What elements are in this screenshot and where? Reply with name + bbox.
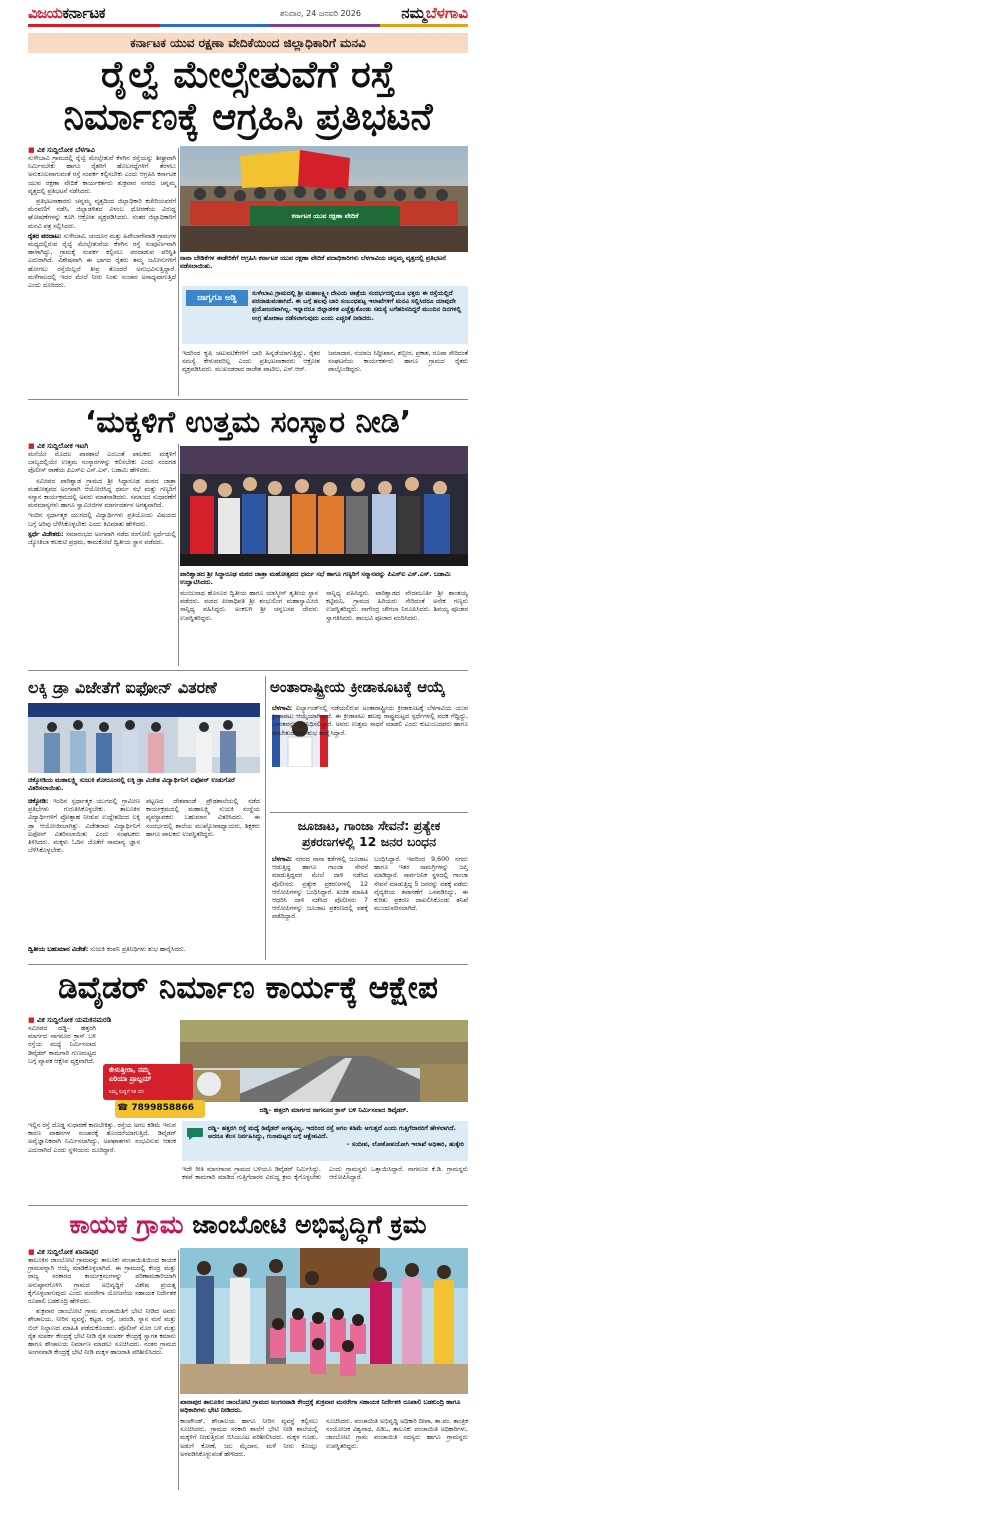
story7-body-a: ತಾಲೂಕಿನ ಜಾಂಬೋಟಿ ಗ್ರಾಮವನ್ನು ತಾಲೂಕು ಪಂಚಾಯಿತಿಯಿಂದ ಕಾಯಕ ಗ್ರಾಮವನ್ನಾಗಿ ಆಯ್ಕೆ ಮಾಡಿಕೊಳ್ಳಲಾಗಿದೆ. ಈ ಗ್ರಾಮದಲ್ಲಿ ಕೇಂದ್ರ ಮತ್ತು ರಾಜ್ಯ ಸರಕಾರದ ಕಾರ್ಯಕ್ರಮಗಳನ್ನು ಪರಿಣಾಮಕಾರಿಯಾಗಿ ಅನುಷ್ಠಾನಗೊಳಿಸಿ ಗ್ರಾಮದ ಅಭಿವೃದ್ಧಿಗೆ ವಿಶೇಷ ಪ್ರಯತ್ನ ಕೈಗೊಳ್ಳಲಾಗುವುದು ಎಂದು ಮನರೇಗಾ ಯೋಜನೆಯ ಸಹಾಯಕ ನಿರ್ದೇಶಕ ರೂಪಾಲಿ ಬಡಕುಂದ್ರಿ ಹೇಳಿದರು. (28, 1257, 176, 1306)
story6-photo (180, 1020, 468, 1102)
story6-headline: ಡಿವೈಡರ್ ನಿರ್ಮಾಣ ಕಾರ್ಯಕ್ಕೆ ಆಕ್ಷೇಪ (58, 970, 438, 1006)
story6-caption: ದಡ್ಡಿ– ಹತ್ತರಗಿ ಮಾರ್ಗದ ನಾಗನೂರ ಕ್ರಾಸ್ ಬಳಿ ನಿರ್ಮಿಸಲಾದ ಡಿವೈಡರ್. (259, 1106, 409, 1114)
section-divider (28, 399, 468, 400)
story1-headline-line2: ನಿರ್ಮಾಣಕ್ಕೆ ಆಗ್ರಹಿಸಿ ಪ್ರತಿಭಟನೆ (63, 95, 433, 138)
story7-body-c: ಕಾಂಪೌಂಡ್, ಶೌಚಾಲಯ ಹಾಗೂ ನೀರಿನ ವ್ಯವಸ್ಥೆ ಕಲ್ಪಿಸಲು ಸೂಚಿಸಿದರು. ಗ್ರಾಮದ ಸರಕಾರಿ ಶಾಲೆಗೆ ಭೇಟಿ ನೀಡಿ ಶಾಲೆಯಲ್ಲಿ ಮಕ್ಕಳಿಗೆ ನೀಡುತ್ತಿರುವ ಬಿಸಿಯೂಟ ಪರಿಶೀಲಿಸಿದರು. ಮಕ್ಕಳ ಗೂಡು, ಅಡುಗೆ ಕೋಣೆ, ಜಲ ಮೈದಾನ, ಮಳೆ ನೀರು ಕೊಯ್ಲು ಅಳವಡಿಸಿಕೊಳ್ಳುವಂತೆ ಹೇಳಿದರು. (180, 1418, 318, 1458)
story5-body-b: ಬಂಧಿಸಿದ್ದಾರೆ. ಇವರಿಂದ 9,600 ನಗದು ಹಾಗೂ ಇತರ ಸಾಮಗ್ರಿಗಳನ್ನು ಜಪ್ತಿ ಮಾಡಿದ್ದಾರೆ. ಸಾರ್ವಜನಿಕ ಸ್ಥಳದಲ್ಲಿ ಗಾಂಜಾ ಸೇವನೆ ಮಾಡುತ್ತಿದ್ದ 5 ಜನರನ್ನು ವಶಕ್ಕೆ ಪಡೆದು ವೈದ್ಯಕೀಯ ತಪಾಸಣೆಗೆ ಒಳಪಡಿಸಿದ್ದು, ಈ ಕುರಿತು ಪ್ರಕರಣ ದಾಖಲಿಸಿಕೊಂಡು ತನಿಖೆ ಮುಂದುವರಿಸಲಾಗಿದೆ. (374, 856, 468, 913)
section-divider (28, 964, 468, 965)
story1-subhead: ರೈತರ ಪರದಾಟ: (28, 232, 62, 240)
story1-kicker: ಕರ್ನಾಟಕ ಯುವ ರಕ್ಷಣಾ ವೇದಿಕೆಯಿಂದ ಜಿಲ್ಲಾಧಿಕಾರಿಗೆ ಮನವಿ (28, 33, 468, 53)
ad-phone (117, 1103, 205, 1113)
story4-body (272, 705, 468, 738)
story7-headline-rest: ಜಾಂಬೋಟಿ ಅಭಿವೃದ್ಧಿಗೆ ಕ್ರಮ (192, 1210, 427, 1239)
story4-body-text: ಐರ್ಲ್ಯಾಂಡ್‌ನಲ್ಲಿ ನಡೆಯಲಿರುವ ಅಂತಾರಾಷ್ಟ್ರೀಯ ಕ್ರೀಡಾಕೂಟಕ್ಕೆ ಬೆಳಗಾವಿಯ ಯುವ ಕ್ರೀಡಾಪಟು ಆಯ್ಕೆಯಾಗಿದ್ದಾರೆ. ಈ ಕ್ರೀಡಾಪಟು ಹಲವು ರಾಷ್ಟ್ರಮಟ್ಟದ ಸ್ಪರ್ಧೆಗಳಲ್ಲಿ ಪದಕ ಗೆದ್ದಿದ್ದು, ಭಾರತವನ್ನು ಪ್ರತಿನಿಧಿಸಲಿದ್ದಾರೆ. ಅವರು ಉತ್ತಮ ಸಾಧನೆ ಮಾಡಲಿ ಎಂದು ಕುಟುಂಬದವರು ಹಾಗೂ ತರಬೇತುದಾರರು ಶುಭ ಹಾರೈಸಿದ್ದಾರೆ. (272, 705, 468, 737)
ad-line-1: ಕೇಳುತ್ತೀರಾ, ನಮ್ಮ (109, 1066, 150, 1074)
story2-caption: ಪಾರಿಶ್ವಾಡದ ಶ್ರೀ ಸಿದ್ಧಾರೂಢ ಮಠದ ಜಾತ್ರಾ ಮಹೋತ್ಸವದ ಧರ್ಮ ಸಭೆ ಹಾಗೂ ಗಣ್ಯರಿಗೆ ಸನ್ಮಾನವನ್ನು ಪಿಎಸ್ಐ ಎಸ್.ಎಸ್. ಬಡಾಮಿ ಉದ್ಘಾಟಿಸಿದರು. (180, 570, 451, 586)
story3-body-c-text: ಸುಜುಕಿ ಕಂಪನಿ ಪ್ರತಿನಿಧಿಗಳು ಶುಭ ಹಾರೈಸಿದರು. (90, 946, 186, 953)
story5-headline-line1: ಜೂಜಾಟ, ಗಾಂಜಾ ಸೇವನೆ: ಪ್ರತ್ಯೇಕ (297, 818, 441, 833)
story3-headline: ಲಕ್ಕಿ ಡ್ರಾ ವಿಜೇತೆಗೆ ಐಫೋನ್ ವಿತರಣೆ (28, 678, 217, 697)
ad-headline (109, 1066, 193, 1084)
story4-headline: ಅಂತಾರಾಷ್ಟ್ರೀಯ ಕ್ರೀಡಾಕೂಟಕ್ಕೆ ಆಯ್ಕೆ (270, 678, 446, 696)
story1-byline: ■ ವಿಕ ಸುದ್ದಿಲೋಕ ಬೆಳಗಾವಿ (28, 146, 176, 155)
story1-body-e: ಜಮಾದಾರ, ನಯಾಜ ಸಿದ್ದೀಖಾನ, ಶಬ್ಬೀರ, ಪ್ರಕಾಶ, ರೂಪಾ ಸೇರಿದಂತೆ ಸಂಘಟನೆಯ ಕಾರ್ಯಕರ್ತರು ಹಾಗೂ ಗ್ರಾಮದ ರೈತರು ಪಾಲ್ಗೊಂಡಿದ್ದರು. (328, 350, 468, 374)
story2-body-a: ಮನೆಯೇ ಮೊದಲ ಪಾಠಶಾಲೆ ಎಂಬಂತೆ ಪಾಲಕರು ಮಕ್ಕಳಿಗೆ ಬಾಲ್ಯದಲ್ಲಿಯೇ ಉತ್ತಮ ಸಂಸ್ಕಾರಗಳನ್ನು ಕಲಿಸಬೇಕು ಎಂದು ನಂದಗಡ ಪೊಲೀಸ್ ಠಾಣೆಯ ಪಿಎಸ್ಐ ಎಸ್.ಎಸ್. ಬಡಾಮಿ ಹೇಳಿದರು. (28, 451, 176, 475)
story2-headline: ‘ಮಕ್ಕಳಿಗೆ ಉತ್ತಮ ಸಂಸ್ಕಾರ ನೀಡಿ’ (84, 405, 412, 440)
masthead (28, 4, 468, 26)
story2-body-d (28, 531, 176, 547)
story3-body-a (28, 798, 140, 855)
story1-body-c (28, 233, 176, 290)
column-divider (265, 676, 266, 960)
section-divider (28, 670, 468, 671)
column-divider (178, 444, 179, 666)
quote-author: – ಸಂದೀಪ, ಲೋಕೋಪಯೋಗಿ ಇಲಾಖೆ ಅಧಿಕಾರಿ, ಹುಕ್ಕೇರಿ (346, 1141, 464, 1149)
story6-quote (182, 1121, 468, 1161)
story3-body-b: ಪಟ್ಟಣದ ದೇಶಪಾಂಡೆ ಪ್ರೌಢಶಾಲೆಯಲ್ಲಿ ನಡೆದ ಕಾರ್ಯಕ್ರಮದಲ್ಲಿ ಮಹಾಲಕ್ಷ್ಮಿ ಸುಜುಕಿ ಸಂಸ್ಥೆಯ ವ್ಯವಸ್ಥಾಪಕರು ಬಹುಮಾನ ವಿತರಿಸಿದರು. ಈ ಸಂದರ್ಭದಲ್ಲಿ ಶಾಲೆಯ ಮುಖ್ಯೋಪಾಧ್ಯಾಯರು, ಶಿಕ್ಷಕರು ಹಾಗೂ ಪಾಲಕರು ಉಪಸ್ಥಿತರಿದ್ದರು. (146, 798, 260, 838)
phone-icon: ☎ (117, 1103, 132, 1113)
story1-infobox (182, 286, 468, 344)
story3-body-c (28, 946, 260, 954)
story3-photo (28, 703, 260, 773)
story1-body-a: ಸುಳೇಬಾವಿ ಗ್ರಾಮದಲ್ಲಿ ರೈಲ್ವೆ ಮೇಲ್ಸೇತುವೆ ಕೆಳಗಿನ ರಸ್ತೆಯನ್ನು ಶೀಘ್ರವಾಗಿ ನಿರ್ಮಿಸಬೇಕು ಹಾಗೂ ರೈತರಿಗೆ ಹೊಲಗದ್ದೆಗಳಿಗೆ ತೆರಳಲು ಅನುಕೂಲವಾಗುವಂತೆ ರಸ್ತೆ ಸಂಪರ್ಕ ಕಲ್ಪಿಸಬೇಕು ಎಂದು ಆಗ್ರಹಿಸಿ ಕರ್ನಾಟಕ ಯುವ ರಕ್ಷಣಾ ವೇದಿಕೆ ಕಾರ್ಯಕರ್ತರು ಶುಕ್ರವಾರ ನಗರದ ಚನ್ನಮ್ಮ ವೃತ್ತದಲ್ಲಿ ಪ್ರತಿಭಟನೆ ನಡೆಸಿದರು. (28, 155, 176, 195)
story5-headline (270, 818, 468, 850)
story6-body-a: ಸಮೀಪದ ದಡ್ಡಿ– ಹತ್ತರಗಿ ಮಾರ್ಗದ ನಾಗನೂರ ಕ್ರಾಸ್ ಬಳಿ ರಸ್ತೆಯ ಮಧ್ಯೆ ನಿರ್ಮಿಸಲಾದ ಡಿವೈಡರ್ ಕಾಮಗಾರಿ ಗುಣಮಟ್ಟದ ಬಗ್ಗೆ ವ್ಯಾಪಕ ಆಕ್ಷೇಪ ವ್ಯಕ್ತವಾಗಿದೆ. (28, 1025, 96, 1065)
story7-column-1 (28, 1248, 176, 1357)
story7-headline-highlight: ಕಾಯಕ ಗ್ರಾಮ (69, 1210, 184, 1239)
story7-photo (180, 1248, 468, 1394)
quote-body: ದಡ್ಡಿ– ಹತ್ತರಗಿ ರಸ್ತೆ ಮಧ್ಯೆ ಡಿವೈಡರ್ ಅಗತ್ಯವಿಲ್ಲ. ಇದರಿಂದ ರಸ್ತೆ ಅಗಲ ಕಡಿಮೆ ಆಗುತ್ತದೆ ಎಂದು ಗುತ್ತಿಗೆದಾರರಿಗೆ ಹೇಳಲಾಗಿದೆ. ಆದರೂ ಕೆಲಸ ನಿರ್ವಹಿಸಿದ್ದು, ಗುಣಮಟ್ಟದ ಬಗ್ಗೆ ಆಕ್ಷೇಪವಿದೆ. (208, 1125, 456, 1141)
section-title (401, 4, 468, 22)
story5-dateline: ಬೆಳಗಾವಿ: (272, 856, 293, 863)
ad-line-2: ಏರಿಯಾ ಪ್ರಾಬ್ಲಮ್ (109, 1075, 152, 1083)
story2-body-f: ಸಾನ್ನಿಧ್ಯ ವಹಿಸಿದ್ದರು. ಪಾರಿಶ್ವಾಡದ ವೇದಮೂರ್ತಿ ಶ್ರೀ ಶಾಂತಯ್ಯ ಕಟ್ಟಿಮನಿ, ಗ್ರಾಮದ ಹಿರಿಯರು ಸೇರಿದಂತೆ ಅನೇಕ ಗಣ್ಯರು ಉಪಸ್ಥಿತರಿದ್ದರು. ನಾಗೇಂದ್ರ ಚೌಗಲಾ ನಿರೂಪಿಸಿದರು. ಶಿವಯ್ಯ ಪೂಜಾರ ಸ್ವಾಗತಿಸಿದರು. ಶಾಂಭವಿ ಪೂಜಾರ ವಂದಿಸಿದರು. (326, 590, 468, 622)
story3-body-a-text: ಇಂದಿನ ಸ್ಪರ್ಧಾತ್ಮಕ ಯುಗದಲ್ಲಿ ಗ್ರಾಮೀಣ ಪ್ರತಿಭೆಗಳು ಗುರುತಿಸಿಕೊಳ್ಳಬೇಕು. ತಾಲೂಕಿನ ವಿದ್ಯಾರ್ಥಿಗಳಿಗೆ ಪ್ರೋತ್ಸಾಹ ನೀಡುವ ಉದ್ದೇಶದಿಂದ ಲಕ್ಕಿ ಡ್ರಾ ಆಯೋಜಿಸಲಾಗಿತ್ತು. ವಿಜೇತರಾದ ವಿದ್ಯಾರ್ಥಿನಿಗೆ ಐಫೋನ್ ವಿತರಿಸಲಾಯಿತು ಎಂದು ಸಂಘಟಕರು ತಿಳಿಸಿದರು. ಮಕ್ಕಳು ಓದಿನ ಜೊತೆಗೆ ಸಾಮಾನ್ಯ ಜ್ಞಾನ ಬೆಳೆಸಿಕೊಳ್ಳಬೇಕು. (28, 798, 140, 855)
story6-body-c: ಇದೇ ರೀತಿ ಮಾನಗಾಂವ ಗ್ರಾಮದ ಬಳಿಯೂ ಡಿವೈಡರ್ ನಿರ್ಮಿಸಿದ್ದು, ಕಳಪೆ ಕಾಮಗಾರಿ ಮಾಡಿದ ಗುತ್ತಿಗೆದಾರರ ವಿರುದ್ಧ ಕ್ರಮ ಕೈಗೊಳ್ಳಬೇಕು ಎಂದು ಗ್ರಾಮಸ್ಥರು ಒತ್ತಾಯಿಸಿದ್ದಾರೆ. ನಾಗನೂರ ಕೆ.ಡಿ. ಗ್ರಾಮಸ್ಥರು ಆರೋಪಿಸಿದ್ದಾರೆ. (182, 1166, 468, 1182)
story7-body-b: ಶುಕ್ರವಾರ ಜಾಂಬೋಟಿ ಗ್ರಾಮ ಪಂಚಾಯಿತಿಗೆ ಭೇಟಿ ನೀಡಿದ ಅವರು ಶೌಚಾಲಯ, ನೀರಿನ ವ್ಯವಸ್ಥೆ, ಕಟ್ಟಡ, ರಸ್ತೆ, ಚರಂಡಿ, ಸ್ನಾನ ಮನೆ ಮತ್ತು ಬಿಲ್ ನಿಲ್ದಾಣದ ಮಾಹಿತಿ ಪಡೆದುಕೊಂಡರು. ಪೊಲೀಸ್ ಮೊರ ಬಳಿ ಮತ್ತು ರೈತ ಸಂಪರ್ಕ ಕೇಂದ್ರಕ್ಕೆ ಭೇಟಿ ನೀಡಿ ರೈತ ಸಂಪರ್ಕ ಕೇಂದ್ರಕ್ಕೆ ಸ್ವಾಗತ ಕಮಾನು ಹಾಗೂ ಶೌಚಾಲಯ ನಿರ್ಮಾಣ ಮಾಡಲು ಸೂಚಿಸಿದರು. ನಂತರ ಗ್ರಾಮದ ಅಂಗನವಾಡಿ ಕೇಂದ್ರಕ್ಕೆ ಭೇಟಿ ನೀಡಿ ಮಕ್ಕಳ ಹಾಜರಾತಿ ಪರಿಶೀಲಿಸಿದರು. (28, 1308, 176, 1357)
story6-body-b: ಇಲ್ಲಿನ ರಸ್ತೆ ದೊಡ್ಡ ಸುಧಾರಣೆ ಕಾಣಬೇಕಿತ್ತು. ರಸ್ತೆಯ ಅಗಲ ಕಡಿಮೆ ಇರುವ ಕಾರಣ ವಾಹನಗಳ ಸಂಚಾರಕ್ಕೆ ತೊಂದರೆಯಾಗುತ್ತಿದೆ. ಡಿವೈಡರ್ ಅವೈಜ್ಞಾನಿಕವಾಗಿ ನಿರ್ಮಿಸಲಾಗಿದ್ದು, ಅಪಘಾತಗಳು ಸಂಭವಿಸುವ ಆತಂಕ ಎದುರಾಗಿದೆ ಎಂದು ಸ್ಥಳೀಯರು ದೂರಿದ್ದಾರೆ. (28, 1122, 176, 1154)
reader-ad (101, 1062, 221, 1120)
story5-body-a (272, 856, 368, 922)
story3-caption: ಚಿಕ್ಕೋಡಿಯ ಮಹಾಲಕ್ಷ್ಮಿ ಸುಜುಕಿ ಶೋರೂಂನಲ್ಲಿ ಲಕ್ಕಿ ಡ್ರಾ ವಿಜೇತ ವಿದ್ಯಾರ್ಥಿನಿಗೆ ಐಫೋನ್ ಉಡುಗೊರೆ ವಿತರಿಸಲಾಯಿತು. (28, 776, 235, 792)
infobox-tag: ಜಾಗೃಗೂ ಅಡ್ಡಿ (186, 290, 248, 306)
story7-byline: ■ ವಿಕ ಸುದ್ದಿಲೋಕ ಖಾನಾಪುರ (28, 1248, 176, 1257)
quote-text (208, 1125, 464, 1150)
story1-body-b: ಪ್ರತಿಭಟನಾಕಾರರು ಚನ್ನಮ್ಮ ವೃತ್ತದಿಂದ ಜಿಲ್ಲಾಧಿಕಾರಿ ಕಚೇರಿಯವರೆಗೆ ಮೆರವಣಿಗೆ ನಡೆಸಿ, ಜಿಲ್ಲಾಡಳಿತದ ವಿಳಂಬ ಧೋರಣೆಯ ವಿರುದ್ಧ ಘೋಷಣೆಗಳನ್ನು ಕೂಗಿ ಆಕ್ರೋಶ ವ್ಯಕ್ತಪಡಿಸಿದರು. ನಂತರ ಜಿಲ್ಲಾಧಿಕಾರಿಗೆ ಮನವಿ ಪತ್ರ ಸಲ್ಲಿಸಿದರು. (28, 198, 176, 230)
story7-body-d: ಸೂಚಿಸಿದರು. ಪಂಚಾಯಿತಿ ಅಭಿವೃದ್ಧಿ ಅಧಿಕಾರಿ ದೀಪಾ, ತಾ.ಪಂ. ತಾಂತ್ರಿಕ ಸಂಯೋಜಕ ವಿಶ್ವನಾಥ, ಪಿಡಿಒ, ತಾಲೂಕು ಪಂಚಾಯಿತಿ ಅಧಿಕಾರಿಗಳು, ಜಾಂಬೋಟಿ ಗ್ರಾಮ ಪಂಚಾಯಿತಿ ಸದಸ್ಯರು ಹಾಗೂ ಗ್ರಾಮಸ್ಥರು ಉಪಸ್ಥಿತರಿದ್ದರು. (326, 1418, 468, 1450)
story3-subhead: ದ್ವಿತೀಯ ಬಹುಮಾನ ವಿಜೇತೆ: (28, 946, 89, 953)
story1-body-c-text: ಸುಳೇಬಾವಿ, ಚಂದೂರ ಮತ್ತು ಹಿರೇಬಾಗೇವಾಡಿ ಗ್ರಾಮಗಳ ಮಧ್ಯದಲ್ಲಿರುವ ರೈಲ್ವೆ ಮೇಲ್ಸೇತುವೆಯ ಕೆಳಗಿನ ರಸ್ತೆ ಸಂಪೂರ್ಣವಾಗಿ ಹಾಳಾಗಿದ್ದು, ಗ್ರಾಮಕ್ಕೆ ಸಂಪರ್ಕ ಕಲ್ಪಿಸಲು ಪರದಾಡುವ ಪರಿಸ್ಥಿತಿ ಎದುರಾಗಿದೆ. ವಿಶೇಷವಾಗಿ ಈ ಭಾಗದ ರೈತರು ತಮ್ಮ ಜಮೀನುಗಳಿಗೆ ಹೋಗಲು ರಸ್ತೆಯಿಲ್ಲದೆ ತೀವ್ರ ತೊಂದರೆ ಅನುಭವಿಸುತ್ತಿದ್ದಾರೆ. ಮಳೆಗಾಲದಲ್ಲಿ ಇದರ ಮೇಲೆ ನೀರು ನಿಂತು ಸಂಚಾರ ಅಸಾಧ್ಯವಾಗುತ್ತಿದೆ ಎಂದು ದೂರಿದರು. (28, 232, 177, 290)
story3-dateline: ಚಿಕ್ಕೋಡಿ: (28, 798, 49, 805)
masthead-rule (28, 24, 468, 27)
story7-caption: ಖಾನಾಪುರ ತಾಲೂಕಿನ ಜಾಂಬೋಟಿ ಗ್ರಾಮದ ಅಂಗನವಾಡಿ ಕೇಂದ್ರಕ್ಕೆ ಶುಕ್ರವಾರ ಮನರೇಗಾ ಸಹಾಯಕ ನಿರ್ದೇಶಕಿ ರೂಪಾಲಿ ಬಡಕುಂದ್ರಿ ಹಾಗೂ ಅಧಿಕಾರಿಗಳು ಭೇಟಿ ನೀಡಿದರು. (180, 1398, 461, 1414)
story7-headline (28, 1212, 468, 1238)
story2-byline: ■ ವಿಕ ಸುದ್ದಿಲೋಕ ಇಟಗಿ (28, 442, 176, 451)
story5-body-a-text: ನಗರದ ನಾನಾ ಕಡೆಗಳಲ್ಲಿ ಜೂಜಾಟ ಆಡುತ್ತಿದ್ದ ಹಾಗೂ ಗಾಂಜಾ ಸೇವನೆ ಮಾಡುತ್ತಿದ್ದವರ ಮೇಲೆ ದಾಳಿ ನಡೆಸಿದ ಪೊಲೀಸರು ಪ್ರತ್ಯೇಕ ಪ್ರಕರಣಗಳಲ್ಲಿ 12 ಆರೋಪಿಗಳನ್ನು ಬಂಧಿಸಿದ್ದಾರೆ. ಖಚಿತ ಮಾಹಿತಿ ಆಧರಿಸಿ ದಾಳಿ ನಡೆಸಿದ ಪೊಲೀಸರು 7 ಆರೋಪಿಗಳನ್ನು ಜೂಜಾಟ ಪ್ರಕರಣದಲ್ಲಿ ವಶಕ್ಕೆ ಪಡೆದಿದ್ದಾರೆ. (272, 856, 368, 921)
story5-headline-line2: ಪ್ರಕರಣಗಳಲ್ಲಿ 12 ಜನರ ಬಂಧನ (301, 834, 437, 849)
story1-body-d: ಇದರಿಂದ ಕೃಷಿ ಚಟುವಟಿಕೆಗಳಿಗೆ ಭಾರಿ ಹಿನ್ನಡೆಯಾಗುತ್ತಿದ್ದು, ರೈತರ ಸಮಸ್ಯೆ ಕೇಳುವವರಿಲ್ಲ ಎಂದು ಪ್ರತಿಭಟನಾಕಾರರು ಆಕ್ರೋಶ ವ್ಯಕ್ತಪಡಿಸಿದರು. ಮುಖಂಡರಾದ ರಾಜೇಶ ಪಾಟೀಲ, ಎಸ್.ಆರ್. (182, 350, 320, 374)
story2-body-e: ಮಂಜುನಾಥ ಹೊಸೂರ ದ್ವಿತೀಯ ಹಾಗೂ ಯಾಸ್ಮೀನ್ ತೃತೀಯ ಸ್ಥಾನ ಪಡೆದರು. ಮಠದ ಪೀಠಾಧಿಪತಿ ಶ್ರೀ ಶಂಭುಲಿಂಗ ಮಹಾಸ್ವಾಮೀಜಿ ಸಾನ್ನಿಧ್ಯ ವಹಿಸಿದ್ದರು. ಅಂಕಲಗಿ ಶ್ರೀ ಚನ್ನಬಸವ ದೇವರು ಉಪಸ್ಥಿತರಿದ್ದರು. (180, 590, 318, 622)
masthead-logo (28, 4, 105, 22)
story2-body-c: ಇಂದಿನ ಸ್ಪರ್ಧಾತ್ಮಕ ಯುಗದಲ್ಲಿ ವಿದ್ಯಾರ್ಥಿಗಳು ಪ್ರತಿಯೊಂದು ವಿಷಯದ ಬಗ್ಗೆ ಅರಿವು ಬೆಳೆಸಿಕೊಳ್ಳಬೇಕು ಎಂದು ಕಿವಿಮಾತು ಹೇಳಿದರು. (28, 512, 176, 528)
story1-headline-line1: ರೈಲ್ವೆ ಮೇಲ್ಸೇತುವೆಗೆ ರಸ್ತೆ (100, 53, 396, 96)
logo-part-1: ವಿಜಯ (28, 4, 63, 22)
story2-column-1 (28, 442, 176, 547)
story6-byline: ■ ವಿಕ ಸುದ್ದಿಲೋಕ ಯಮಕನಮರಡಿ (28, 1016, 178, 1025)
section-part-2: ಬೆಳಗಾವಿ (425, 4, 468, 22)
story1-photo (180, 146, 468, 252)
story1-column-1 (28, 146, 176, 290)
story1-caption: ನಾನಾ ಬೇಡಿಕೆಗಳ ಈಡೇರಿಕೆಗೆ ಆಗ್ರಹಿಸಿ ಕರ್ನಾಟಕ ಯುವ ರಕ್ಷಣಾ ವೇದಿಕೆ ಪದಾಧಿಕಾರಿಗಳು ಬೆಳಗಾವಿಯ ಚನ್ನಮ್ಮ ವೃತ್ತದಲ್ಲಿ ಪ್ರತಿಭಟನೆ ನಡೆಸಲಾಯಿತು. (180, 254, 446, 270)
section-divider (28, 1205, 468, 1206)
ad-phone-number: 7899858866 (131, 1103, 194, 1113)
edition-date: ಶನಿವಾರ, 24 ಜನವರಿ 2026 (280, 9, 361, 18)
story4-dateline: ಬೆಳಗಾವಿ: (272, 705, 293, 712)
story2-body-d-text: ಸಮಾರಂಭದ ಅಂಗವಾಗಿ ನಡೆದ ರಂಗೋಲಿ ಸ್ಪರ್ಧೆಯಲ್ಲಿ ಜ್ಯೋತಿಬಾ ಕಲಕುಟಿ ಪ್ರಥಮ, ಕಾಮಕೋಟೆ ದ್ವಿತೀಯ ಸ್ಥಾನ ಪಡೆದರು. (28, 530, 176, 547)
logo-part-2: ಕರ್ನಾಟಕ (62, 4, 106, 22)
story1-photo-banner: ಕರ್ನಾಟಕ ಯುವ ರಕ್ಷಣಾ ವೇದಿಕೆ (291, 212, 359, 220)
infobox-text: ಸುಳೇಬಾವಿ ಗ್ರಾಮದಲ್ಲಿ ಶ್ರೀ ಮಹಾಲಕ್ಷ್ಮೀ ದೇವಿಯ ಜಾತ್ರೆಯ ಸಂದರ್ಭದಲ್ಲಿಯೂ ಭಕ್ತರು ಈ ರಸ್ತೆಯಲ್ಲಿದೆ ಪರದಾಡುವಂತಾಗಿದೆ. ಈ ಬಗ್ಗೆ ಹಲವು ಬಾರಿ ಸಂಬಂಧಪಟ್ಟ ಇಲಾಖೆಗಳಿಗೆ ಮನವಿ ಸಲ್ಲಿಸಿದರೂ ಯಾವುದೇ ಪ್ರಯೋಜನವಾಗಿಲ್ಲ. ಇನ್ನಾದರೂ ಜಿಲ್ಲಾಡಳಿತ ಎಚ್ಚೆತ್ತುಕೊಂಡು ಸಮಸ್ಯೆ ಬಗೆಹರಿಸದಿದ್ದರೆ ಮುಂದಿನ ದಿನಗಳಲ್ಲಿ ಉಗ್ರ ಹೋರಾಟ ನಡೆಸಲಾಗುವುದು ಎಂದು ಎಚ್ಚರಿಕೆ ನೀಡಿದರು. (252, 290, 462, 322)
ad-tagline: ನಿಮ್ಮ ಸುದ್ದಿಗೆ ನಿಕ ದನಿ (109, 1089, 144, 1095)
column-divider (178, 148, 179, 396)
story2-body-b: ಸಮೀಪದ ಪಾರಿಶ್ವಾಡ ಗ್ರಾಮದ ಶ್ರೀ ಸಿದ್ಧಾರೂಢ ಮಠದ ಜಾತ್ರಾ ಮಹೋತ್ಸವದ ಅಂಗವಾಗಿ ಆಯೋಜಿಸಿದ್ದ ಧರ್ಮ ಸಭೆ ಮತ್ತು ಗಣ್ಯರಿಗೆ ಸನ್ಮಾನ ಕಾರ್ಯಕ್ರಮದಲ್ಲಿ ಅವರು ಮಾತನಾಡಿದರು. ಸಮಾಜದ ಸುಧಾರಣೆಗೆ ಮಠಮಾನ್ಯಗಳು ಹಾಗೂ ಸ್ವಾಮೀಜಿಗಳ ಮಾರ್ಗದರ್ಶನ ಅಗತ್ಯವಾಗಿದೆ. (28, 477, 176, 510)
story2-subhead: ಸ್ಪರ್ಧೆ ವಿಜೇತರು: (28, 530, 64, 538)
speech-bubble-icon (186, 1127, 204, 1141)
story2-photo (180, 446, 468, 566)
section-divider (270, 812, 468, 813)
story6-column-1 (28, 1016, 112, 1066)
section-part-1: ನಮ್ಮ (401, 4, 426, 22)
column-divider (178, 1250, 179, 1490)
